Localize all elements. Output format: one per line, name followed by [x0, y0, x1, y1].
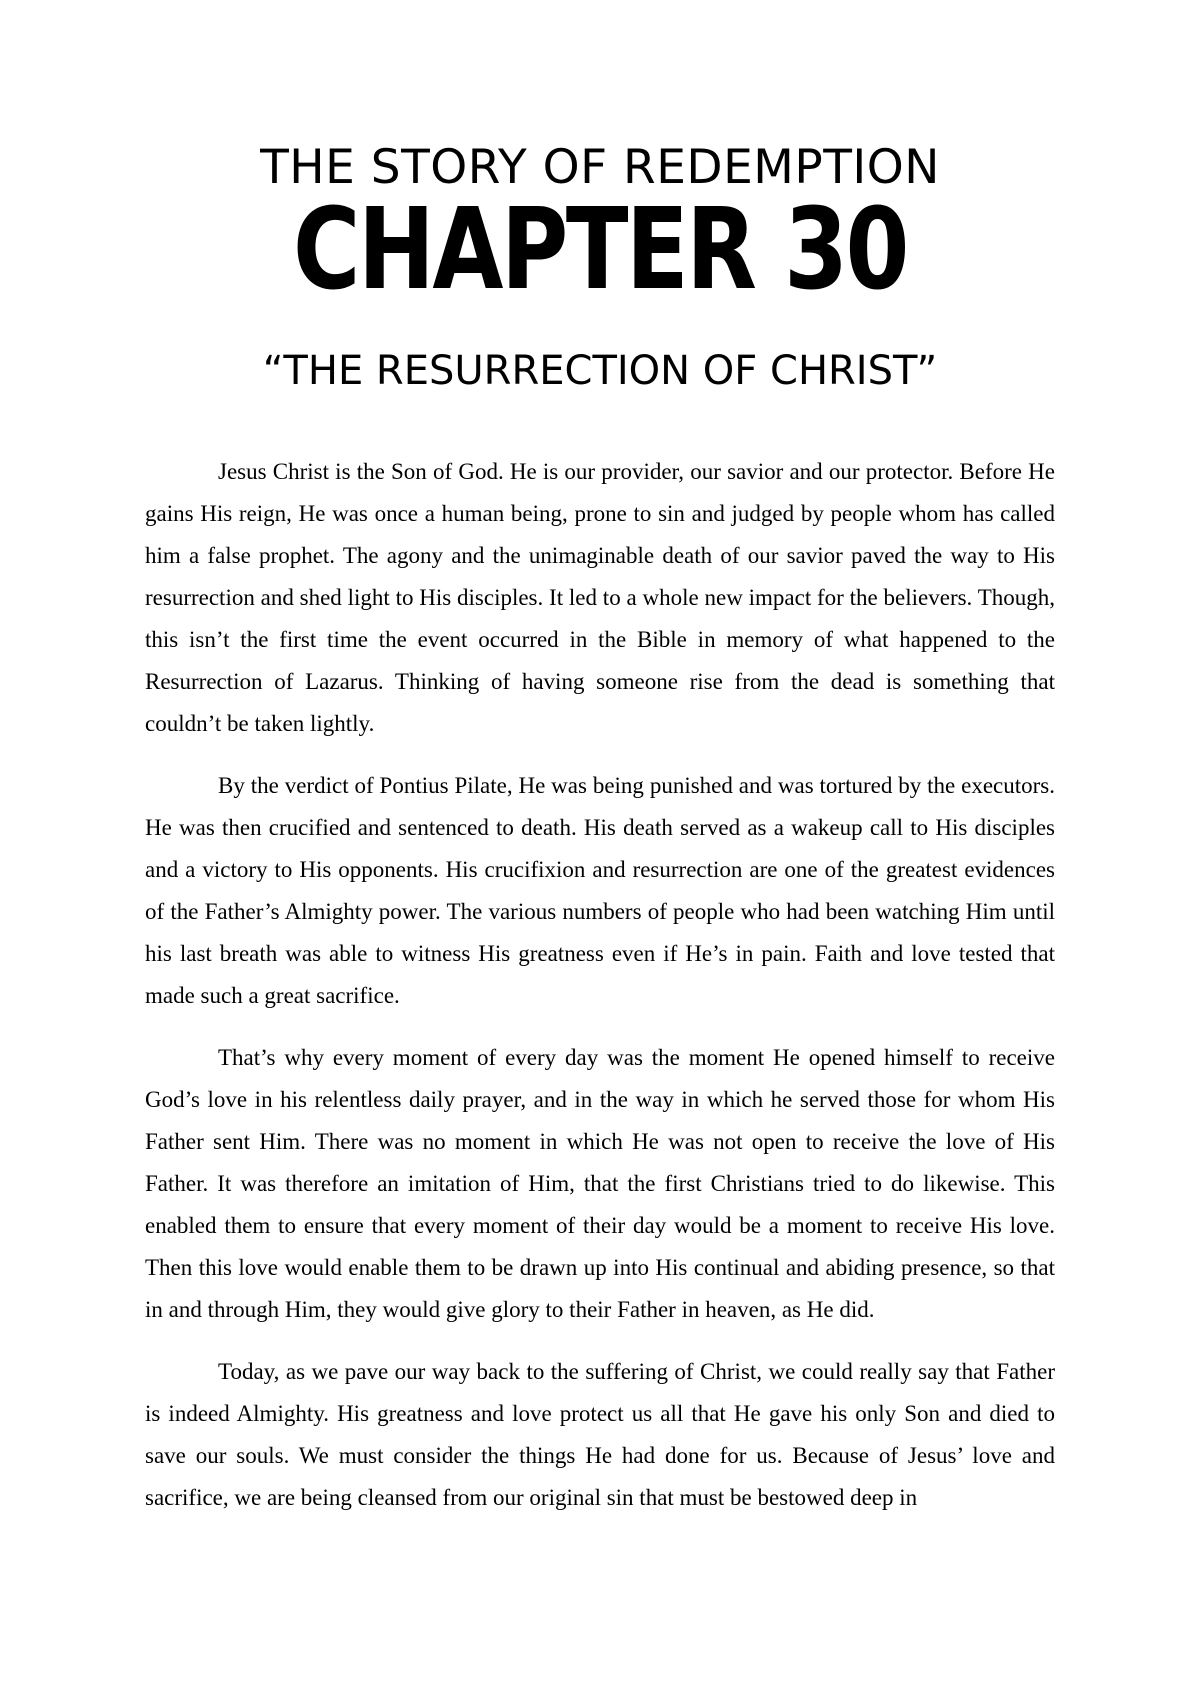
paragraph: That’s why every moment of every day was the moment He opened himself to receive God’s love in his relentless daily prayer, and in the way in which he served those for whom His Father sent Him. There was no moment in which He was not open to receive the love of His Father. It was therefore an imitation of Him, that the first Christians tried to do likewise. This enabled them to ensure that every moment of their day would be a moment to receive His love. Then this love would enable them to be drawn up into His continual and abiding presence, so that in and through Him, they would give glory to their Father in heaven, as He did. — [145, 1045, 1055, 1322]
series-title: THE STORY OF REDEMPTION — [260, 140, 940, 195]
paragraph: Today, as we pave our way back to the suffering of Christ, we could really say that Father is indeed Almighty. His greatness and love protect us all that He gave his only Son and died to save our souls. We must consider the things He had done for us. Because of Jesus’ love and sacrifice, we are being cleansed from our original sin that must be bestowed deep in — [145, 1359, 1055, 1510]
paragraph: By the verdict of Pontius Pilate, He was being punished and was tortured by the executors. He was then crucified and sentenced to death. His death served as a wakeup call to His disciples and a victory to His opponents. His crucifixion and resurrection are one of the greatest evidences of the Father’s Almighty power. The various numbers of people who had been watching Him until his last breath was able to witness His greatness even if He’s in pain. Faith and love tested that made such a great sacrifice. — [145, 773, 1055, 1008]
paragraph: Jesus Christ is the Son of God. He is our provider, our savior and our protector. Before He gains His reign, He was once a human being, prone to sin and judged by people whom has called him a false prophet. The agony and the unimaginable death of our savior paved the way to His resurrection and shed light to His disciples. It led to a whole new impact for the believers. Though, this isn’t the first time the event occurred in the Bible in memory of what happened to the Resurrection of Lazarus. Thinking of having someone rise from the dead is something that couldn’t be taken lightly. — [145, 459, 1055, 736]
chapter-heading: CHAPTER 30 — [293, 185, 907, 315]
body-text — [145, 451, 1055, 1539]
chapter-title: “THE RESURRECTION OF CHRIST” — [262, 348, 938, 394]
